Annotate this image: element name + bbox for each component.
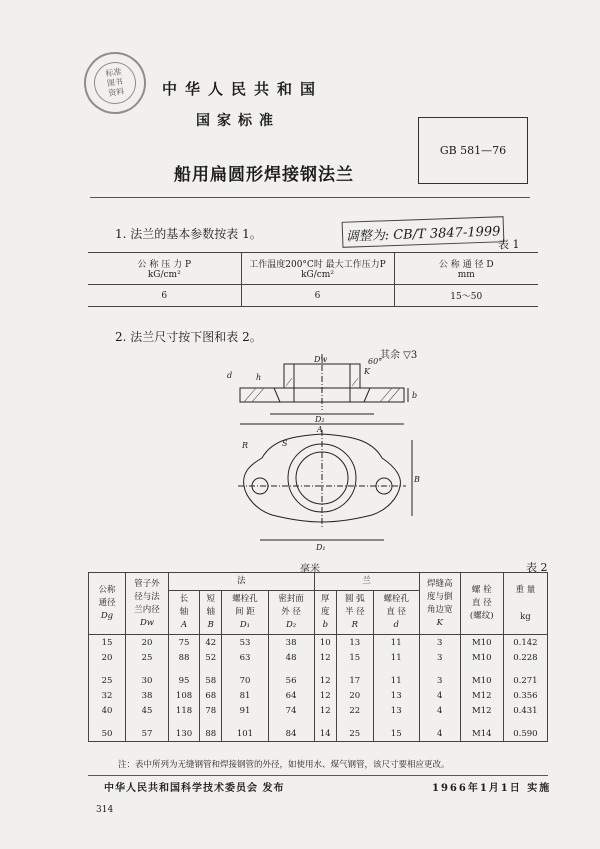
- table-row: [89, 650, 548, 665]
- table-cell: 12: [314, 673, 336, 688]
- table-cell: 118: [169, 703, 200, 718]
- table-cell: 11: [373, 673, 419, 688]
- country-header: 中华人民共和国: [162, 80, 324, 98]
- header-weight: 重 量 kg: [503, 573, 547, 635]
- table-1-cell: 15～50: [394, 285, 538, 307]
- library-stamp: [80, 48, 150, 118]
- table-cell: 20: [336, 688, 373, 703]
- header-bolt-hole: 螺栓孔 直 径 d: [373, 591, 419, 635]
- table-1-header-row: [88, 253, 538, 285]
- header-length: 长 轴 A: [169, 591, 200, 635]
- table-cell: 17: [336, 673, 373, 688]
- header-flange-group: 法: [169, 573, 315, 591]
- table-cell: 15: [336, 650, 373, 665]
- table-cell: 0.431: [503, 703, 547, 718]
- label-r: R: [242, 441, 249, 450]
- table-cell: M12: [460, 688, 503, 703]
- stamp-line-1: 标准: [104, 67, 123, 79]
- table-cell: 56: [268, 673, 314, 688]
- header-flange-group-2: 兰: [314, 573, 419, 591]
- table-cell: M10: [460, 635, 503, 651]
- label-dw: Dw: [314, 355, 328, 364]
- table-row: [89, 688, 548, 703]
- table-1-label: 表 1: [498, 238, 520, 251]
- table-cell: 4: [419, 688, 460, 703]
- table-cell: 81: [222, 688, 268, 703]
- table-cell: 13: [336, 635, 373, 651]
- table-cell: 0.271: [503, 673, 547, 688]
- table-note: 注：表中所列为无缝钢管和焊接钢管的外径，如使用水、煤气钢管，该尺寸要相应更改。: [118, 760, 450, 770]
- label-d: d: [227, 371, 233, 380]
- table-cell: 108: [169, 688, 200, 703]
- table-cell: 52: [200, 650, 222, 665]
- table-cell: 88: [169, 650, 200, 665]
- table-cell: 57: [126, 726, 169, 742]
- table-cell: 25: [126, 650, 169, 665]
- table-cell: 68: [200, 688, 222, 703]
- table-cell: 0.142: [503, 635, 547, 651]
- table-cell: 10: [314, 635, 336, 651]
- table-cell: 38: [126, 688, 169, 703]
- weld-left: [274, 388, 284, 402]
- table-cell: 0.356: [503, 688, 547, 703]
- table-cell: 3: [419, 650, 460, 665]
- table-row: [89, 726, 548, 742]
- table-2: [88, 572, 548, 742]
- table-cell: 25: [336, 726, 373, 742]
- table-cell: M10: [460, 650, 503, 665]
- table-1-cell: 6: [88, 285, 241, 307]
- plan-view: [238, 430, 412, 540]
- header-seal-od: 密封面 外 径 D₂: [268, 591, 314, 635]
- label-d1: D₁: [316, 543, 326, 552]
- table-cell: 22: [336, 703, 373, 718]
- table-cell: 3: [419, 673, 460, 688]
- stamp-line-2: 图书: [106, 76, 124, 89]
- table-cell: 63: [222, 650, 268, 665]
- standard-type: 国家标准: [196, 113, 280, 129]
- header-thickness: 厚 度 b: [314, 591, 336, 635]
- table-1-header-pressure: 公 称 压 力 P kG/cm²: [88, 253, 241, 285]
- surface-finish-note: 其余 ▽3: [380, 350, 418, 361]
- label-h: h: [256, 373, 262, 382]
- standard-number-box: [418, 117, 528, 184]
- table-1-header-max-pressure: 工作温度200°C时 最大工作压力P kG/cm²: [241, 253, 394, 285]
- section-1-text: 1. 法兰的基本参数按表 1。: [115, 227, 262, 241]
- table-cell: 42: [200, 635, 222, 651]
- table-cell: 3: [419, 635, 460, 651]
- table-cell: 130: [169, 726, 200, 742]
- table-cell: 50: [89, 726, 126, 742]
- label-s: S: [282, 439, 288, 448]
- table-cell: 64: [268, 688, 314, 703]
- table-cell: 15: [89, 635, 126, 651]
- table-cell: 40: [89, 703, 126, 718]
- table-cell: 11: [373, 650, 419, 665]
- table-2-label: 表 2: [526, 561, 548, 574]
- table-cell: 84: [268, 726, 314, 742]
- table-cell: 78: [200, 703, 222, 718]
- table-cell: 12: [314, 688, 336, 703]
- table-2-spacer: [89, 665, 548, 673]
- table-row: [89, 703, 548, 718]
- table-cell: 20: [126, 635, 169, 651]
- table-1: [88, 252, 538, 307]
- table-cell: 15: [373, 726, 419, 742]
- unit-label: 毫米: [300, 564, 320, 575]
- table-cell: 75: [169, 635, 200, 651]
- table-2-body: [89, 635, 548, 742]
- label-k: K: [364, 367, 370, 376]
- label-b-height: B: [414, 475, 420, 484]
- table-cell: 13: [373, 703, 419, 718]
- header-nominal: 公称 通径 Dg: [89, 573, 126, 635]
- table-1-data-row: [88, 285, 538, 307]
- effective-date: 1966年1月1日 实施: [432, 783, 552, 794]
- table-2-header-row-1: [89, 573, 548, 591]
- label-a: A: [317, 425, 323, 434]
- page-number: 314: [96, 805, 114, 815]
- header-short: 短 轴 B: [200, 591, 222, 635]
- label-angle: 60°: [368, 357, 383, 366]
- table-cell: 20: [89, 650, 126, 665]
- table-cell: 101: [222, 726, 268, 742]
- table-cell: M12: [460, 703, 503, 718]
- table-cell: 14: [314, 726, 336, 742]
- label-d2: D₂: [315, 415, 325, 424]
- table-cell: 12: [314, 703, 336, 718]
- section-view: [240, 354, 408, 424]
- table-row: [89, 673, 548, 688]
- table-cell: 4: [419, 726, 460, 742]
- header-weld: 焊缝高 度与倒 角边宽 K: [419, 573, 460, 635]
- table-cell: 88: [200, 726, 222, 742]
- header-pipe-od: 管子外 径与法 兰内径 Dw: [126, 573, 169, 635]
- table-cell: 74: [268, 703, 314, 718]
- document-title: 船用扁圆形焊接钢法兰: [174, 165, 354, 185]
- table-cell: 30: [126, 673, 169, 688]
- stamp-line-3: 资料: [107, 86, 125, 98]
- table-cell: 25: [89, 673, 126, 688]
- table-cell: 0.590: [503, 726, 547, 742]
- label-b: b: [412, 391, 418, 400]
- table-cell: 11: [373, 635, 419, 651]
- table-cell: 45: [126, 703, 169, 718]
- header-bolt: 螺 栓 直 径 (螺纹): [460, 573, 503, 635]
- top-rule: [90, 197, 530, 198]
- table-row: [89, 635, 548, 651]
- table-cell: 38: [268, 635, 314, 651]
- section-2-text: 2. 法兰尺寸按下图和表 2。: [115, 330, 262, 344]
- table-1-cell: 6: [241, 285, 394, 307]
- flange-drawing: [222, 350, 422, 560]
- table-cell: 70: [222, 673, 268, 688]
- header-radius: 圆 弧 半 径 R: [336, 591, 373, 635]
- table-cell: 13: [373, 688, 419, 703]
- table-cell: M14: [460, 726, 503, 742]
- table-1-header-diameter: 公 称 通 径 D mm: [394, 253, 538, 285]
- table-cell: 48: [268, 650, 314, 665]
- table-2-spacer: [89, 718, 548, 726]
- table-cell: 0.228: [503, 650, 547, 665]
- header-bolt-spacing: 螺栓孔 间 距 D₁: [222, 591, 268, 635]
- weld-right: [360, 388, 370, 402]
- table-cell: 4: [419, 703, 460, 718]
- table-cell: 32: [89, 688, 126, 703]
- standard-number: GB 581—76: [439, 144, 507, 157]
- table-cell: 95: [169, 673, 200, 688]
- handwritten-note: 调整为: CB/T 3847-1999: [342, 216, 505, 248]
- table-cell: 12: [314, 650, 336, 665]
- table-cell: M10: [460, 673, 503, 688]
- table-cell: 58: [200, 673, 222, 688]
- table-cell: 53: [222, 635, 268, 651]
- issuer: 中华人民共和国科学技术委员会 发布: [104, 783, 285, 794]
- bottom-rule: [88, 775, 548, 776]
- table-cell: 91: [222, 703, 268, 718]
